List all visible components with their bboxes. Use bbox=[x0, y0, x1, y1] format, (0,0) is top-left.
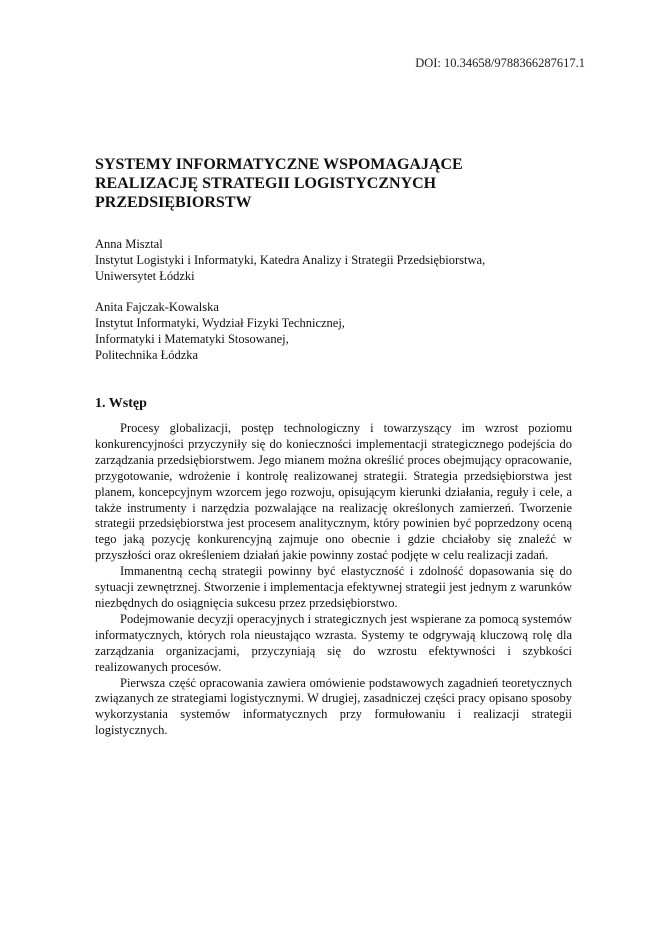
section-body bbox=[95, 421, 572, 739]
title-line: SYSTEMY INFORMATYCZNE WSPOMAGAJĄCE bbox=[95, 156, 463, 173]
author-name: Anita Fajczak-Kowalska bbox=[95, 300, 219, 314]
affiliation-line: Instytut Logistyki i Informatyki, Katedra Analizy i Strategii Przedsiębiorstwa, bbox=[95, 253, 486, 267]
author-affiliation-1 bbox=[95, 236, 585, 284]
author-name: Anna Misztal bbox=[95, 237, 163, 251]
title-line: PRZEDSIĘBIORSTW bbox=[95, 194, 252, 211]
paragraph: Immanentną cechą strategii powinny być elastyczność i zdolność dopasowania się do sytuacji zewnętrznej. Stworzenie i implementacja efektywnej strategii jest jednym z warunków niezbędnych do osiągnięcia sukcesu przez przedsiębiorstwo. bbox=[95, 564, 572, 610]
author-affiliation-2 bbox=[95, 299, 585, 363]
affiliation-line: Instytut Informatyki, Wydział Fizyki Technicznej, bbox=[95, 316, 345, 330]
paragraph: Podejmowanie decyzji operacyjnych i strategicznych jest wspierane za pomocą systemów informatycznych, których rola nieustająco wzrasta. Systemy te odgrywają kluczową rolę dla zarządzania organizacjami, przyczyniają się do wzrostu efektywności i szybkości realizowanych procesów. bbox=[95, 611, 572, 674]
affiliation-line: Uniwersytet Łódzki bbox=[95, 269, 195, 283]
doi-label: DOI: 10.34658/9788366287617.1 bbox=[415, 56, 585, 70]
title-line: REALIZACJĘ STRATEGII LOGISTYCZNYCH bbox=[95, 175, 437, 192]
paper-title bbox=[95, 155, 575, 212]
paragraph: Procesy globalizacji, postęp technologiczny i towarzyszący im wzrost poziomu konkurencyjności przyczyniły się do konieczności implementacji strategicznego podejścia do zarządzania przedsiębiorstwem. Jego mianem można określić proces obejmujący opracowanie, przygotowanie, wdrożenie i kontrolę realizowanej strategii. Strategia przedsiębiorstwa jest planem, koncepcyjnym wzorcem jego rozwoju, opisującym kierunki działania, reguły i cele, a także instrumenty i narzędzia pozwalające na realizację określonych zamierzeń. Tworzenie strategii przedsiębiorstwa jest procesem analitycznym, który powinien być poprzedzony oceną tego jaką pozycję konkurencyjną zajmuje ono obecnie i gdzie chciałoby się znaleźć w przyszłości oraz określeniem działań jakie powinny zostać podjęte w celu realizacji zadań. bbox=[95, 421, 572, 563]
section-heading: 1. Wstęp bbox=[95, 396, 147, 411]
affiliation-line: Informatyki i Matematyki Stosowanej, bbox=[95, 332, 289, 346]
affiliation-line: Politechnika Łódzka bbox=[95, 348, 199, 362]
paragraph: Pierwsza część opracowania zawiera omówienie podstawowych zagadnień teoretycznych związanych ze strategiami logistycznymi. W drugiej, zasadniczej części pracy opisano sposoby wykorzystania systemów informatycznych przy formułowaniu i realizacji strategii logistycznych. bbox=[95, 675, 572, 738]
